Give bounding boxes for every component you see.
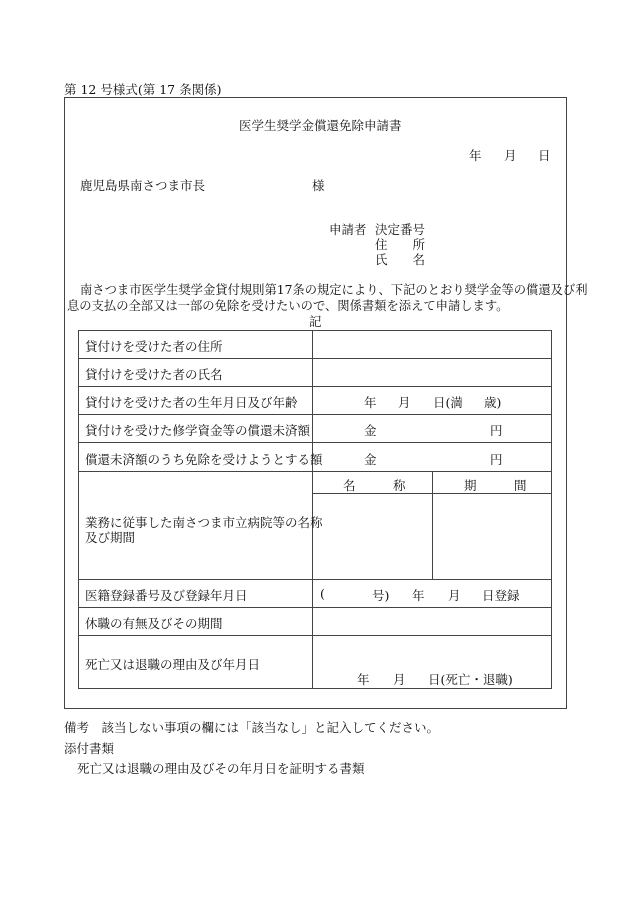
row-label-unpaid: 貸付けを受けた修学資金等の償還未済額 bbox=[85, 423, 311, 438]
birth-month: 月 bbox=[398, 395, 411, 410]
body-text-line-1: 南さつま市医学生奨学金貸付規則第17条の規定により、下記のとおり奨学金等の償還及び利 bbox=[80, 283, 588, 297]
reg-year: 年 bbox=[412, 588, 425, 603]
form-number: 第 12 号様式(第 17 条関係) bbox=[64, 82, 222, 97]
addressee-honorific: 様 bbox=[312, 178, 325, 193]
row-label-hospital: 業務に従事した南さつま市立病院等の名称 bbox=[85, 515, 323, 530]
row-label-exempt: 償還未済額のうち免除を受けようとする額 bbox=[85, 452, 323, 467]
subheader-period: 期 間 bbox=[464, 478, 527, 493]
exempt-yen: 円 bbox=[490, 452, 503, 467]
death-month: 月 bbox=[393, 672, 406, 687]
date-day: 日 bbox=[538, 148, 551, 163]
applicant-field-address: 住 所 bbox=[375, 237, 426, 252]
unpaid-yen: 円 bbox=[490, 423, 503, 438]
applicant-label: 申請者 bbox=[329, 222, 367, 237]
birth-year: 年 bbox=[364, 395, 377, 410]
row-label-name: 貸付けを受けた者の氏名 bbox=[85, 367, 223, 382]
ki-label: 記 bbox=[309, 314, 322, 329]
row-label-registration: 医籍登録番号及び登録年月日 bbox=[85, 588, 248, 603]
applicant-field-decision-no: 決定番号 bbox=[375, 222, 426, 237]
row-label-leave: 休職の有無及びその期間 bbox=[85, 616, 223, 631]
exempt-kin: 金 bbox=[364, 452, 377, 467]
date-year: 年 bbox=[469, 148, 482, 163]
row-label-hospital-2: 及び期間 bbox=[85, 530, 136, 545]
birth-age-unit: 歳) bbox=[484, 395, 502, 410]
reg-month: 月 bbox=[448, 588, 461, 603]
addressee-name: 鹿児島県南さつま市長 bbox=[80, 178, 206, 193]
applicant-field-name: 氏 名 bbox=[375, 252, 426, 267]
unpaid-kin: 金 bbox=[364, 423, 377, 438]
row-label-death: 死亡又は退職の理由及び年月日 bbox=[85, 657, 261, 672]
form-title: 医学生奨学金償還免除申請書 bbox=[239, 118, 402, 133]
reg-open-paren: ( bbox=[320, 586, 325, 601]
body-text-line-2: 息の支払の全部又は一部の免除を受けたいので、関係書類を添えて申請します。 bbox=[67, 299, 509, 313]
note-bikou: 備考 該当しない事項の欄には「該当なし」と記入してください。 bbox=[64, 720, 440, 735]
row-label-address: 貸付けを受けた者の住所 bbox=[85, 339, 223, 354]
reg-number-unit: 号) bbox=[372, 588, 390, 603]
subheader-name: 名 称 bbox=[343, 478, 406, 493]
row-label-birth: 貸付けを受けた者の生年月日及び年齢 bbox=[85, 395, 298, 410]
attach-title: 添付書類 bbox=[64, 741, 115, 756]
reg-day: 日登録 bbox=[482, 588, 520, 603]
death-day-reason: 日(死亡・退職) bbox=[428, 672, 513, 687]
birth-day-age: 日(満 bbox=[433, 395, 463, 410]
attach-item: 死亡又は退職の理由及びその年月日を証明する書類 bbox=[77, 761, 365, 776]
death-year: 年 bbox=[357, 672, 370, 687]
date-month: 月 bbox=[504, 148, 517, 163]
